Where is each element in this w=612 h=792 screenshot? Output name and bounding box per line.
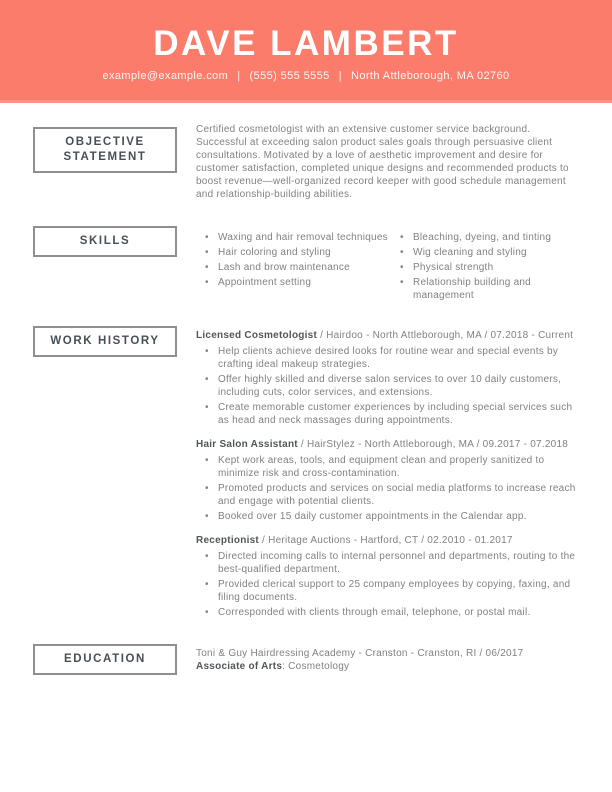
list-item bbox=[196, 246, 391, 259]
section-work-history bbox=[33, 329, 579, 619]
bullet-icon: • bbox=[205, 511, 209, 522]
job-title: Receptionist bbox=[196, 535, 260, 546]
skills-columns bbox=[196, 231, 579, 302]
objective-text: Certified cosmetologist with an extensive customer service background. Successful at exceeding salon product sales goals through persuasive client consultations. Motivated by a love of aesthetic improvement and desire for customer satisfaction, completed unique designs and recommended products to boost revenue—well-organized record keeper with good schedule management and relationship-building abilities. bbox=[196, 124, 569, 200]
skills-column-2 bbox=[391, 231, 579, 302]
job-meta: / Hairdoo - North Attleborough, MA / 07.2018 - Current bbox=[320, 330, 574, 341]
list-item bbox=[196, 510, 579, 523]
bullet-icon: • bbox=[205, 277, 209, 288]
skill-text: Lash and brow maintenance bbox=[218, 262, 350, 273]
education-content bbox=[196, 647, 579, 673]
job-header bbox=[196, 329, 579, 342]
bullet-icon: • bbox=[205, 262, 209, 273]
job-bullets bbox=[196, 345, 579, 427]
list-item bbox=[196, 345, 579, 371]
job-title: Hair Salon Assistant bbox=[196, 439, 298, 450]
list-item bbox=[391, 276, 579, 302]
bullet-icon: • bbox=[400, 232, 404, 243]
job-bullet-text: Booked over 15 daily customer appointments in the Calendar app. bbox=[218, 511, 527, 522]
bullet-icon: • bbox=[205, 607, 209, 618]
list-item bbox=[196, 482, 579, 508]
job-bullet-text: Promoted products and services on social media platforms to increase reach and engage with potential clients. bbox=[218, 483, 576, 507]
contact-location: North Attleborough, MA 02760 bbox=[350, 70, 510, 82]
list-item bbox=[196, 261, 391, 274]
list-item bbox=[196, 606, 579, 619]
contact-email: example@example.com bbox=[102, 70, 229, 82]
job-header bbox=[196, 534, 579, 547]
section-skills bbox=[33, 229, 579, 302]
skill-text: Appointment setting bbox=[218, 277, 312, 288]
job-bullet-text: Help clients achieve desired looks for routine wear and special events by crafting ideal makeup strategies. bbox=[218, 346, 559, 370]
skills-label-column bbox=[33, 229, 196, 257]
education-label-column bbox=[33, 647, 196, 675]
skill-text: Bleaching, dyeing, and tinting bbox=[413, 232, 552, 243]
skill-text: Relationship building and management bbox=[413, 277, 531, 301]
resume-header bbox=[0, 0, 612, 103]
bullet-icon: • bbox=[205, 232, 209, 243]
section-objective bbox=[33, 123, 579, 201]
list-item bbox=[391, 231, 579, 244]
objective-content bbox=[196, 123, 579, 201]
job-entry bbox=[196, 438, 579, 523]
bullet-icon: • bbox=[205, 374, 209, 385]
list-item bbox=[196, 578, 579, 604]
education-school-line: Toni & Guy Hairdressing Academy - Cranston - Cranston, RI / 06/2017 bbox=[196, 648, 524, 659]
skill-text: Physical strength bbox=[413, 262, 494, 273]
bullet-icon: • bbox=[205, 247, 209, 258]
job-bullet-text: Corresponded with clients through email, telephone, or postal mail. bbox=[218, 607, 531, 618]
work-history-label-column bbox=[33, 329, 196, 357]
section-label-text: SKILLS bbox=[79, 235, 131, 247]
section-label-work-history bbox=[33, 326, 177, 357]
list-item bbox=[196, 550, 579, 576]
bullet-icon: • bbox=[205, 346, 209, 357]
bullet-icon: • bbox=[205, 579, 209, 590]
work-history-content bbox=[196, 329, 579, 619]
bullet-icon: • bbox=[400, 277, 404, 288]
section-education bbox=[33, 647, 579, 675]
section-label-objective bbox=[33, 127, 177, 173]
section-label-education bbox=[33, 644, 177, 675]
job-bullet-text: Kept work areas, tools, and equipment clean and properly sanitized to minimize risk and cross-contamination. bbox=[218, 455, 545, 479]
bullet-icon: • bbox=[205, 455, 209, 466]
contact-separator: | bbox=[237, 70, 241, 82]
list-item bbox=[196, 454, 579, 480]
section-label-skills bbox=[33, 226, 177, 257]
list-item bbox=[196, 373, 579, 399]
list-item bbox=[196, 231, 391, 244]
section-label-text: EDUCATION bbox=[64, 653, 146, 665]
job-bullets bbox=[196, 454, 579, 523]
education-degree-line bbox=[196, 660, 579, 673]
skill-text: Hair coloring and styling bbox=[218, 247, 331, 258]
skills-column-1 bbox=[196, 231, 391, 302]
job-meta: / HairStylez - North Attleborough, MA / 09.2017 - 07.2018 bbox=[300, 439, 569, 450]
job-header bbox=[196, 438, 579, 451]
list-item bbox=[391, 246, 579, 259]
bullet-icon: • bbox=[205, 483, 209, 494]
skill-text: Wig cleaning and styling bbox=[413, 247, 527, 258]
job-meta: / Heritage Auctions - Hartford, CT / 02.2010 - 01.2017 bbox=[262, 535, 513, 546]
job-bullet-text: Offer highly skilled and diverse salon services to over 10 daily customers, including cuts, color services, and extensions. bbox=[218, 374, 562, 398]
contact-line bbox=[0, 70, 612, 82]
person-name: DAVE LAMBERT bbox=[153, 24, 459, 63]
bullet-icon: • bbox=[400, 262, 404, 273]
bullet-icon: • bbox=[400, 247, 404, 258]
skills-content bbox=[196, 229, 579, 302]
section-label-text: OBJECTIVE STATEMENT bbox=[63, 136, 147, 163]
section-label-text: WORK HISTORY bbox=[50, 335, 160, 347]
job-entry bbox=[196, 534, 579, 619]
job-bullet-text: Provided clerical support to 25 company employees by copying, faxing, and filing documents. bbox=[218, 579, 571, 603]
contact-phone: (555) 555 5555 bbox=[249, 70, 330, 82]
objective-label-column bbox=[33, 123, 196, 173]
skill-text: Waxing and hair removal techniques bbox=[218, 232, 388, 243]
degree-label: Associate of Arts bbox=[196, 661, 283, 672]
degree-value: : Cosmetology bbox=[282, 661, 350, 672]
job-bullet-text: Directed incoming calls to internal personnel and departments, routing to the best-qualified department. bbox=[218, 551, 576, 575]
job-bullet-text: Create memorable customer experiences by including special services such as head and neck massages during appointments. bbox=[218, 402, 573, 426]
resume-body bbox=[0, 103, 612, 675]
bullet-icon: • bbox=[205, 402, 209, 413]
bullet-icon: • bbox=[205, 551, 209, 562]
contact-separator: | bbox=[338, 70, 342, 82]
job-bullets bbox=[196, 550, 579, 619]
job-title: Licensed Cosmetologist bbox=[196, 330, 318, 341]
list-item bbox=[196, 276, 391, 289]
list-item bbox=[196, 401, 579, 427]
job-entry bbox=[196, 329, 579, 427]
list-item bbox=[391, 261, 579, 274]
